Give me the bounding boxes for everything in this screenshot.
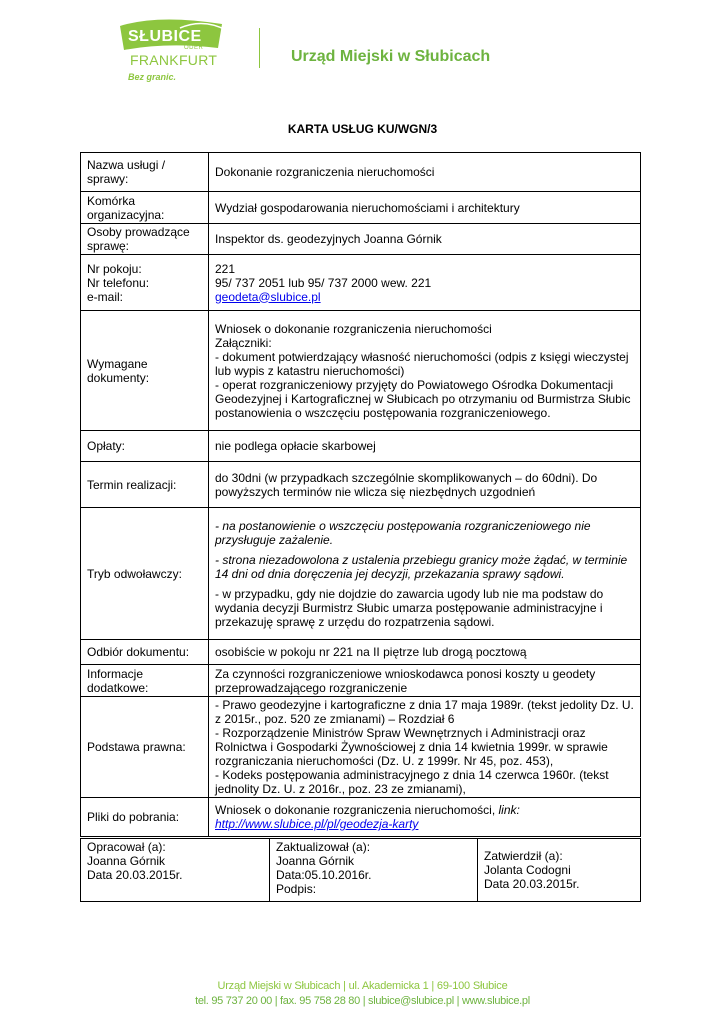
info-label: Informacje dodatkowe:	[81, 665, 209, 697]
logo-tagline: Bez granic.	[128, 72, 177, 82]
updated-by-cell	[270, 839, 478, 902]
footer-address: Urząd Miejski w Słubicach | ul. Akademicka 1 | 69-100 Słubice	[217, 980, 508, 992]
row-documents	[81, 311, 641, 431]
person-value: Inspektor ds. geodezyjnych Joanna Górnik	[209, 224, 641, 255]
approved-by-cell	[478, 839, 641, 902]
unit-value: Wydział gospodarowania nieruchomościami i architektury	[209, 192, 641, 224]
logo-frankfurt-text: FRANKFURT	[130, 52, 218, 68]
appeal-paragraph: - w przypadku, gdy nie dojdzie do zawarcia ugody lub nie ma podstaw do wydania decyzji Burmistrz Słubic umarza postępowanie administracyjne i przekazuję sprawę z urzędu do rozpatrzenia sądowi.	[215, 586, 604, 629]
page-footer	[0, 980, 725, 1007]
term-value: do 30dni (w przypadkach szczególnie skomplikowanych – do 60dni). Do powyższych terminów nie wlicza się niezbędnych uzgodnień	[209, 462, 641, 508]
term-label: Termin realizacji:	[81, 462, 209, 508]
row-person	[81, 224, 641, 255]
row-term	[81, 462, 641, 508]
fees-value: nie podlega opłacie skarbowej	[209, 431, 641, 462]
updated-signature: Podpis:	[276, 882, 317, 896]
approved-date: Data 20.03.2015r.	[484, 877, 580, 891]
email-label: e-mail:	[87, 289, 124, 304]
document-title: KARTA USŁUG KU/WGN/3	[287, 122, 438, 136]
room-value: 221	[215, 261, 236, 276]
phone-value: 95/ 737 2051 lub 95/ 737 2000 wew. 221	[215, 275, 432, 290]
appeal-paragraph: - strona niezadowolona z ustalenia przebiegu granicy może żądać, w terminie 14 dni od dnia doręczenia jej decyzji, przekazania sprawy sądowi.	[215, 552, 628, 581]
basis-label: Podstawa prawna:	[81, 697, 209, 798]
updated-date: Data:05.10.2016r.	[276, 868, 372, 882]
download-link[interactable]: http://www.slubice.pl/pl/geodezja-karty	[215, 817, 419, 831]
row-contact	[81, 255, 641, 311]
row-appeal	[81, 508, 641, 640]
prepared-title: Opracował (a):	[87, 840, 166, 854]
contact-labels	[81, 255, 209, 311]
service-card-table	[80, 152, 641, 837]
approved-title: Zatwierdził (a):	[484, 849, 563, 863]
appeal-paragraph: - na postanowienie o wszczęciu postępowania rozgraniczeniowego nie przysługuje zażalenie.	[215, 518, 591, 547]
documents-value	[209, 311, 641, 431]
files-text: Wniosek o dokonanie rozgraniczenia nieruchomości,	[215, 803, 499, 817]
approved-name: Jolanta Codogni	[484, 863, 571, 877]
pickup-value: osobiście w pokoju nr 221 na II piętrze lub drogą pocztową	[209, 640, 641, 665]
basis-line: - Rozporządzenie Ministrów Spraw Wewnętrznych i Administracji oraz Rolnictwa i Gospodarki Żywnościowej z dnia 14 kwietnia 1999r. w sprawie rozgraniczania nieruchomości (Dz. U. z 1999r. Nr 45, poz. 453),	[215, 726, 608, 768]
signature-table	[80, 838, 641, 902]
pickup-label: Odbiór dokumentu:	[81, 640, 209, 665]
logo-oder-text: ODER	[184, 45, 204, 51]
logo-main-text: SŁUBICE	[128, 28, 202, 45]
fees-label: Opłaty:	[81, 431, 209, 462]
email-link[interactable]: geodeta@slubice.pl	[215, 289, 321, 304]
info-value: Za czynności rozgraniczeniowe wnioskodawca ponosi koszty u geodety przeprowadzającego rozgraniczenie	[209, 665, 641, 697]
service-name-label: Nazwa usługi / sprawy:	[81, 153, 209, 192]
signature-row	[81, 839, 641, 902]
row-files	[81, 798, 641, 837]
files-label: Pliki do pobrania:	[81, 798, 209, 837]
office-title: Urząd Miejski w Słubicach	[291, 48, 491, 65]
row-unit	[81, 192, 641, 224]
prepared-by-cell	[81, 839, 270, 902]
row-pickup	[81, 640, 641, 665]
unit-label: Komórka organizacyjna:	[81, 192, 209, 224]
prepared-date: Data 20.03.2015r.	[87, 868, 183, 882]
documents-line: Załączniki:	[215, 335, 272, 350]
header-divider	[259, 28, 260, 68]
row-legal-basis	[81, 697, 641, 798]
documents-label: Wymagane dokumenty:	[81, 311, 209, 431]
appeal-label: Tryb odwoławczy:	[81, 508, 209, 640]
slubice-logo	[118, 8, 228, 83]
basis-line: - Kodeks postępowania administracyjnego z dnia 14 czerwca 1960r. (tekst jednolity Dz. U. z 2016r., poz. 23 ze zmianami),	[215, 768, 609, 796]
row-service-name	[81, 153, 641, 192]
files-link-label: link:	[498, 803, 520, 817]
footer-contact: tel. 95 737 20 00 | fax. 95 758 28 80 | slubice@slubice.pl | www.slubice.pl	[195, 995, 530, 1007]
documents-line: - operat rozgraniczeniowy przyjęty do Powiatowego Ośrodka Dokumentacji Geodezyjnej i Kartograficznej w Słubicach po otrzymaniu od Burmistrza Słubic postanowienia o wszczęciu postępowania rozgraniczeniowego.	[215, 377, 631, 420]
person-label: Osoby prowadzące sprawę:	[81, 224, 209, 255]
basis-line: - Prawo geodezyjne i kartograficzne z dnia 17 maja 1989r. (tekst jedolity Dz. U. z 2015r., poz. 520 ze zmianami) – Rozdział 6	[215, 698, 634, 726]
row-fees	[81, 431, 641, 462]
appeal-value	[209, 508, 641, 640]
files-value	[209, 798, 641, 837]
room-label: Nr pokoju:	[87, 261, 142, 276]
phone-label: Nr telefonu:	[87, 275, 150, 290]
updated-title: Zaktualizował (a):	[276, 840, 371, 854]
row-info	[81, 665, 641, 697]
contact-values	[209, 255, 641, 311]
prepared-name: Joanna Górnik	[87, 854, 166, 868]
documents-line: - dokument potwierdzający własność nieruchomości (odpis z księgi wieczystej lub wypis z katastru nieruchomości)	[215, 349, 629, 378]
documents-line: Wniosek o dokonanie rozgraniczenia nieruchomości	[215, 321, 492, 336]
updated-name: Joanna Górnik	[276, 854, 355, 868]
page-header	[0, 0, 725, 90]
basis-value	[209, 697, 641, 798]
service-name-value: Dokonanie rozgraniczenia nieruchomości	[209, 153, 641, 192]
